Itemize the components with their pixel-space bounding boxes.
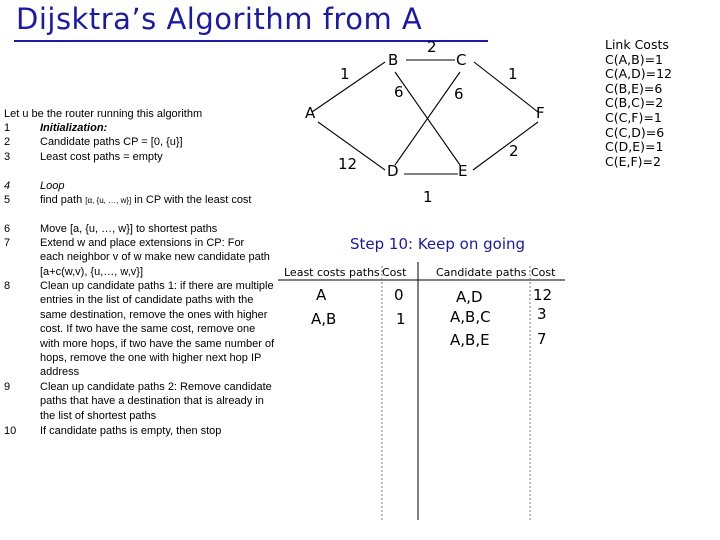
line-number: 1 <box>4 122 11 134</box>
step-label: Step 10: Keep on going <box>350 235 526 253</box>
weight-a-d: 12 <box>338 155 358 173</box>
algorithm-line-part: in CP with the least cost <box>131 194 252 206</box>
least-path-cell: A <box>316 286 327 304</box>
weight-b-c: 2 <box>427 38 437 56</box>
weight-c-d: 6 <box>454 85 464 103</box>
line-number: 8 <box>4 280 11 292</box>
link-cost-item: C(B,E)=6 <box>605 80 663 96</box>
link-costs-title: Link Costs <box>605 37 669 52</box>
algorithm-line-part: find path <box>40 194 86 206</box>
node-d: D <box>387 162 399 180</box>
weight-b-e: 6 <box>394 83 404 101</box>
node-f: F <box>536 104 545 122</box>
candidate-paths-header: Candidate paths <box>436 266 527 279</box>
line-number: 7 <box>4 237 11 249</box>
weight-a-b: 1 <box>340 65 350 83</box>
algorithm-line: Move [a, {u, …, w}] to shortest paths <box>40 223 218 235</box>
algorithm-line-part: [α, {u, …, w}] <box>85 196 132 205</box>
weight-c-f: 1 <box>508 65 518 83</box>
candidate-path-cell: A,D <box>456 288 483 306</box>
candidate-path-cell: A,B,C <box>450 308 491 326</box>
algorithm-line: If candidate paths is empty, then stop <box>40 425 222 437</box>
algorithm-line: Candidate paths CP = [0, {u}] <box>40 136 183 148</box>
line-number: 10 <box>4 425 17 437</box>
edge-c-f <box>474 62 538 112</box>
candidate-cost-header: Cost <box>531 266 556 279</box>
line-number: 4 <box>4 180 11 192</box>
link-cost-item: C(D,E)=1 <box>605 139 664 155</box>
node-e: E <box>458 162 468 180</box>
link-cost-item: C(C,F)=1 <box>605 109 662 125</box>
algorithm-line: Extend w and place extensions in CP: For each neighbor v of w make new candidate path [a+c(w,v), {u,…, w,v}] <box>40 237 270 278</box>
least-path-cell: A,B <box>311 310 337 328</box>
algorithm-intro: Let u be the router running this algorithm <box>4 108 203 120</box>
algorithm-line: Initialization: <box>40 122 108 134</box>
node-b: B <box>388 51 399 69</box>
algorithm-line: Loop <box>40 180 65 192</box>
link-cost-item: C(A,D)=12 <box>605 66 673 82</box>
candidate-cost-cell: 12 <box>533 286 553 304</box>
link-cost-item: C(B,C)=2 <box>605 95 664 111</box>
candidate-path-cell: A,B,E <box>450 331 490 349</box>
link-cost-item: C(C,D)=6 <box>605 124 665 140</box>
weight-d-e: 1 <box>423 188 433 206</box>
least-cost-cell: 0 <box>394 286 404 304</box>
node-a: A <box>305 104 316 122</box>
candidate-cost-cell: 3 <box>537 305 547 323</box>
line-number: 9 <box>4 381 11 393</box>
line-number: 2 <box>4 136 11 148</box>
least-cost-cell: 1 <box>396 310 406 328</box>
node-c: C <box>456 51 467 69</box>
weight-e-f: 2 <box>509 142 519 160</box>
link-cost-item: C(A,B)=1 <box>605 51 664 67</box>
line-number: 6 <box>4 223 11 235</box>
algorithm-line: Clean up candidate paths 1: if there are multiple entries in the list of candidate paths with the same destination, remove the ones with higher cost. If two have the same cost, remove one with more hops, if two have the same number of hops, remove the one with higher next hop IP address <box>40 280 275 379</box>
page-title: Dijsktra’s Algorithm from A <box>16 2 423 36</box>
edge-e-f <box>473 122 538 170</box>
link-costs-panel <box>605 38 672 169</box>
algorithm-line: Least cost paths = empty <box>40 151 163 163</box>
candidate-cost-cell: 7 <box>537 330 547 348</box>
least-costs-header: Least costs paths <box>284 266 380 279</box>
link-cost-item: C(E,F)=2 <box>605 153 661 169</box>
algorithm-line: Clean up candidate paths 2: Remove candidate paths that have a destination that is already in the list of shortest paths <box>40 381 272 422</box>
line-number: 3 <box>4 151 11 163</box>
least-cost-header: Cost <box>382 266 407 279</box>
line-number: 5 <box>4 194 11 206</box>
